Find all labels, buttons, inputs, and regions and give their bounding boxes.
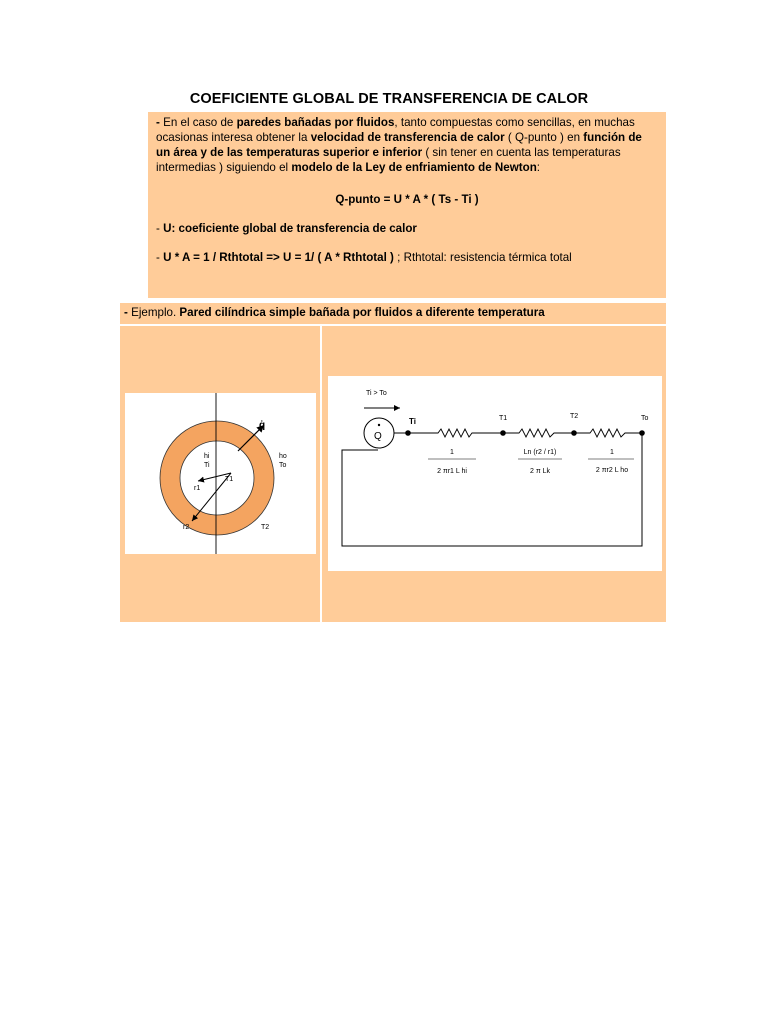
bold-text: U: coeficiente global de transferencia de calor [163, 222, 417, 235]
resistor-3 [574, 429, 642, 437]
bold-text: paredes bañadas por fluidos [236, 116, 395, 129]
intro-box [148, 112, 666, 298]
label-condition: Ti > To [366, 390, 387, 397]
r2-numerator: Ln (r2 / r1) [523, 449, 557, 456]
node-to [639, 430, 645, 436]
label-source: Q [374, 431, 382, 442]
label-t2: T2 [261, 524, 270, 531]
r3-numerator: 1 [610, 449, 614, 456]
text: , tanto compuestas como sencillas, en muchas ocasionas interesa obtener la [156, 116, 635, 144]
example-label: Ejemplo. [131, 306, 180, 319]
label-node-t2: T2 [570, 413, 579, 420]
dash: - [156, 116, 160, 129]
example-header [120, 303, 666, 324]
label-r2: r2 [183, 524, 190, 531]
cylinder-diagram [125, 393, 316, 554]
r3-denominator: 2 πr2 L ho [595, 467, 629, 474]
source-dot [378, 424, 380, 426]
resistor-2 [503, 429, 574, 437]
text: En el caso de [159, 116, 237, 129]
thermal-circuit-diagram [328, 376, 662, 571]
u-definition [156, 221, 658, 236]
label-ti: Ti [204, 462, 210, 469]
label-node-t1: T1 [499, 415, 508, 422]
label-t1: T1 [225, 476, 234, 483]
r2-denominator: 2 π Lk [529, 468, 551, 475]
bold-text: U * A = 1 / Rthtotal => U = 1/ ( A * Rthtotal ) [163, 251, 394, 264]
inner-bore [180, 441, 254, 515]
bold-text: función de un área y de las temperaturas superior e inferior [156, 131, 642, 159]
label-r1: r1 [194, 485, 201, 492]
label-node-to: To [641, 415, 649, 422]
text: ; Rthtotal: resistencia térmica total [393, 251, 572, 264]
label-ho: ho [279, 453, 287, 460]
dash: - [156, 222, 164, 235]
resistor-1 [408, 429, 503, 437]
dash: - [124, 306, 132, 319]
r1-numerator: 1 [450, 449, 454, 456]
text: ( Q-punto ) en [504, 131, 584, 144]
label-hi: hi [204, 453, 210, 460]
text: : [536, 161, 541, 174]
r1-denominator: 2 πr1 L hi [437, 468, 467, 475]
circuit-wire [342, 433, 642, 546]
bold-text: velocidad de transferencia de calor [310, 131, 505, 144]
page-title: COEFICIENTE GLOBAL DE TRANSFERENCIA DE CALOR [189, 91, 589, 107]
dash: - [156, 251, 164, 264]
label-q: q̇ [259, 420, 266, 431]
cylinder-figure [125, 393, 316, 554]
ua-formula [156, 250, 658, 265]
text: ( sin tener en cuenta las temperaturas intermedias ) siguiendo el [156, 146, 621, 174]
example-title: Pared cilíndrica simple bañada por fluidos a diferente temperatura [179, 306, 545, 319]
newton-formula: Q-punto = U * A * ( Ts - Ti ) [335, 193, 479, 206]
bold-text: modelo de la Ley de enfriamiento de Newton [291, 161, 537, 174]
circuit-figure [328, 376, 662, 571]
label-node-ti: Ti [409, 417, 416, 426]
label-to: To [279, 462, 287, 469]
intro-paragraph [156, 115, 658, 175]
